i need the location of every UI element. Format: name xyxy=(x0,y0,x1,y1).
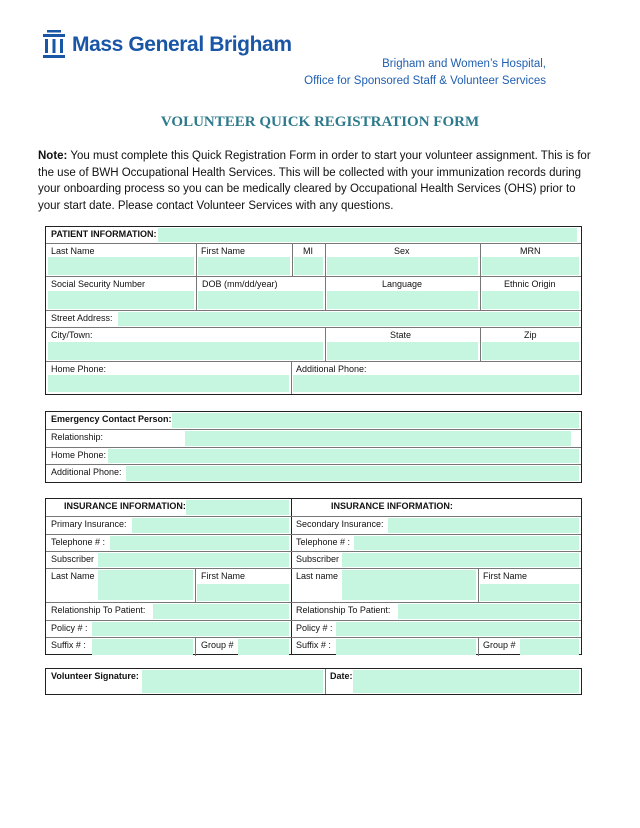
group-left-input[interactable] xyxy=(238,639,289,655)
dob-label: DOB (mm/dd/year) xyxy=(202,279,278,289)
insurance-subscriber-name-row xyxy=(46,569,581,603)
patient-information-section xyxy=(45,226,582,395)
signature-section xyxy=(45,668,582,695)
brand-mark-icon xyxy=(42,30,66,60)
insurance-policy-row xyxy=(46,621,581,638)
emergency-contact-label: Emergency Contact Person: xyxy=(51,414,172,424)
insurance-subscriber-row xyxy=(46,552,581,569)
mrn-input[interactable] xyxy=(482,257,579,275)
last-name-right-input[interactable] xyxy=(342,570,476,600)
insurance-section xyxy=(45,498,582,655)
emergency-home-phone-input[interactable] xyxy=(108,449,579,463)
subscriber-left-label: Subscriber xyxy=(51,554,95,564)
secondary-insurance-input[interactable] xyxy=(388,518,579,533)
last-name-left-input[interactable] xyxy=(98,570,193,600)
home-phone-label: Home Phone: xyxy=(51,364,107,374)
telephone-left-input[interactable] xyxy=(110,536,289,550)
patient-heading-field[interactable] xyxy=(158,228,577,242)
language-label: Language xyxy=(382,279,423,289)
street-row xyxy=(46,311,581,328)
primary-insurance-label: Primary Insurance: xyxy=(51,519,127,529)
ethnic-origin-label: Ethnic Origin xyxy=(504,279,556,289)
additional-phone-label: Additional Phone: xyxy=(296,364,367,374)
volunteer-signature-label: Volunteer Signature: xyxy=(51,671,139,681)
sex-label: Sex xyxy=(394,246,410,256)
insurance-telephone-row xyxy=(46,535,581,552)
emergency-contact-row xyxy=(46,412,581,430)
first-name-left-label: First Name xyxy=(201,571,246,581)
suffix-left-label: Suffix # : xyxy=(51,640,86,650)
city-input[interactable] xyxy=(48,342,323,360)
suffix-right-label: Suffix # : xyxy=(296,640,331,650)
mi-label: MI xyxy=(303,246,313,256)
dob-input[interactable] xyxy=(198,291,323,309)
insurance-heading-right: INSURANCE INFORMATION: xyxy=(331,501,453,511)
ssn-label: Social Security Number xyxy=(51,279,146,289)
state-label: State xyxy=(390,330,412,340)
primary-insurance-input[interactable] xyxy=(132,518,289,533)
note-paragraph xyxy=(38,148,598,214)
first-name-input[interactable] xyxy=(198,257,290,275)
city-row xyxy=(46,328,581,362)
mi-input[interactable] xyxy=(294,257,323,275)
insurance-heading-left-field[interactable] xyxy=(186,500,289,515)
subscriber-left-input[interactable] xyxy=(98,553,289,567)
emergency-additional-phone-row xyxy=(46,465,581,482)
emergency-home-phone-row xyxy=(46,448,581,465)
policy-right-input[interactable] xyxy=(336,622,579,636)
last-name-left-label: Last Name xyxy=(51,571,95,581)
zip-label: Zip xyxy=(524,330,537,340)
policy-left-label: Policy # : xyxy=(51,623,88,633)
last-name-label: Last Name xyxy=(51,246,95,256)
hospital-line-2: Office for Sponsored Staff & Volunteer Services xyxy=(304,75,546,87)
state-input[interactable] xyxy=(327,342,478,360)
patient-phone-row xyxy=(46,362,581,394)
relationship-right-label: Relationship To Patient: xyxy=(296,605,391,615)
relationship-row xyxy=(46,430,581,448)
emergency-contact-input[interactable] xyxy=(172,413,579,428)
telephone-right-input[interactable] xyxy=(354,536,579,550)
brand-logo xyxy=(42,30,292,60)
note-label: Note: xyxy=(38,150,68,162)
insurance-suffix-row xyxy=(46,638,581,656)
first-name-right-input[interactable] xyxy=(480,584,579,601)
note-text: You must complete this Quick Registration Form in order to start your volunteer assignment. This is for the use of BWH Occupational Health Services. This will be collected with your immunization records during your onboarding process so you can be medically cleared by Occupational Health Services (OHS) prior to your start date. Please contact Volunteer Services with any questions. xyxy=(38,150,591,212)
first-name-label: First Name xyxy=(201,246,246,256)
emergency-contact-section xyxy=(45,411,582,483)
insurance-relationship-row xyxy=(46,603,581,621)
insurance-carrier-row xyxy=(46,517,581,535)
brand-name: Mass General Brigham xyxy=(72,33,292,56)
insurance-heading-left: INSURANCE INFORMATION: xyxy=(64,501,186,511)
home-phone-input[interactable] xyxy=(48,375,289,392)
date-label: Date: xyxy=(330,671,353,681)
street-input[interactable] xyxy=(118,312,579,326)
last-name-right-label: Last name xyxy=(296,571,339,581)
emergency-home-phone-label: Home Phone: xyxy=(51,450,107,460)
patient-id-row xyxy=(46,277,581,311)
date-input[interactable] xyxy=(353,670,579,693)
hospital-office xyxy=(304,56,546,90)
subscriber-right-label: Subscriber xyxy=(296,554,340,564)
telephone-right-label: Telephone # : xyxy=(296,537,351,547)
patient-name-row xyxy=(46,244,581,277)
suffix-right-input[interactable] xyxy=(336,639,476,655)
city-label: City/Town: xyxy=(51,330,93,340)
sex-input[interactable] xyxy=(327,257,478,275)
group-right-label: Group # xyxy=(483,640,516,650)
policy-left-input[interactable] xyxy=(92,622,289,636)
relationship-left-label: Relationship To Patient: xyxy=(51,605,146,615)
relationship-left-input[interactable] xyxy=(153,604,289,619)
policy-right-label: Policy # : xyxy=(296,623,333,633)
zip-input[interactable] xyxy=(482,342,579,360)
secondary-insurance-label: Secondary Insurance: xyxy=(296,519,384,529)
ssn-input[interactable] xyxy=(48,291,194,309)
relationship-right-input[interactable] xyxy=(398,604,579,619)
patient-heading: PATIENT INFORMATION: xyxy=(51,229,157,239)
relationship-label: Relationship: xyxy=(51,432,104,442)
emergency-additional-phone-label: Additional Phone: xyxy=(51,467,122,477)
last-name-input[interactable] xyxy=(48,257,194,275)
relationship-input[interactable] xyxy=(185,431,571,446)
telephone-left-label: Telephone # : xyxy=(51,537,106,547)
patient-heading-row xyxy=(46,227,581,244)
group-right-input[interactable] xyxy=(520,639,579,655)
suffix-left-input[interactable] xyxy=(92,639,193,655)
first-name-left-input[interactable] xyxy=(197,584,289,601)
street-label: Street Address: xyxy=(51,313,113,323)
language-input[interactable] xyxy=(327,291,478,309)
mrn-label: MRN xyxy=(520,246,541,256)
group-left-label: Group # xyxy=(201,640,234,650)
hospital-line-1: Brigham and Women’s Hospital, xyxy=(382,58,546,70)
insurance-heading-row xyxy=(46,499,581,517)
subscriber-right-input[interactable] xyxy=(342,553,579,567)
volunteer-signature-input[interactable] xyxy=(142,670,323,693)
ethnic-origin-input[interactable] xyxy=(482,291,579,309)
emergency-additional-phone-input[interactable] xyxy=(126,466,579,481)
additional-phone-input[interactable] xyxy=(293,375,579,392)
form-title: VOLUNTEER QUICK REGISTRATION FORM xyxy=(160,114,480,130)
first-name-right-label: First Name xyxy=(483,571,528,581)
